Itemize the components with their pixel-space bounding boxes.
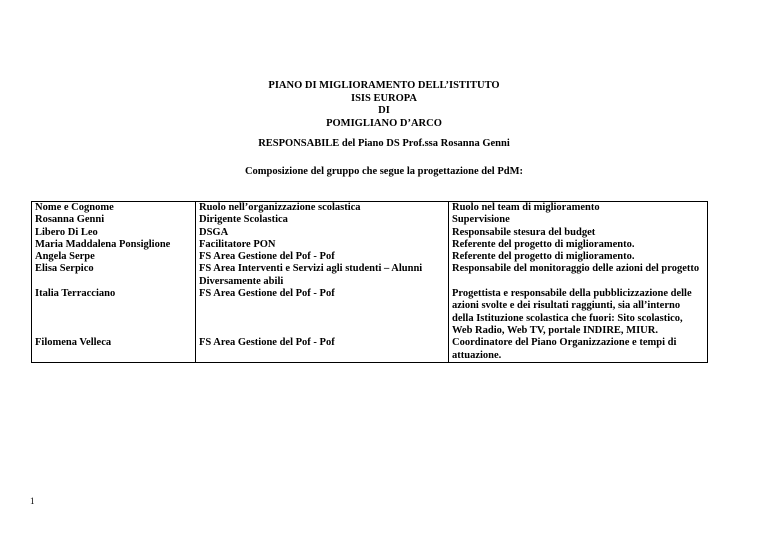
cell-org-role: Facilitatore PON bbox=[196, 239, 449, 251]
cell-name: Elisa Serpico bbox=[32, 263, 196, 288]
table-row bbox=[32, 337, 708, 362]
page-number: 1 bbox=[30, 496, 35, 506]
title-line-4: POMIGLIANO D’ARCO bbox=[326, 117, 442, 129]
table-row bbox=[32, 239, 708, 251]
cell-name: Angela Serpe bbox=[32, 251, 196, 263]
header-team-role: Ruolo nel team di miglioramento bbox=[449, 202, 708, 215]
composizione-line: Composizione del gruppo che segue la progettazione del PdM: bbox=[244, 166, 524, 177]
cell-org-role: FS Area Gestione del Pof - Pof bbox=[196, 337, 449, 362]
cell-name: Rosanna Genni bbox=[32, 214, 196, 226]
cell-team-role: Coordinatore del Piano Organizzazione e tempi di attuazione. bbox=[449, 337, 708, 362]
cell-team-role: Referente del progetto di miglioramento. bbox=[449, 239, 708, 251]
table-row bbox=[32, 227, 708, 239]
cell-org-role: FS Area Interventi e Servizi agli studenti – Alunni Diversamente abili bbox=[196, 263, 449, 288]
cell-org-role: DSGA bbox=[196, 227, 449, 239]
responsabile-line: RESPONSABILE del Piano DS Prof.ssa Rosanna Genni bbox=[258, 138, 510, 149]
table-row bbox=[32, 214, 708, 226]
cell-name: Italia Terracciano bbox=[32, 288, 196, 337]
header-org-role: Ruolo nell’organizzazione scolastica bbox=[196, 202, 449, 215]
cell-org-role: FS Area Gestione del Pof - Pof bbox=[196, 251, 449, 263]
cell-team-role: Supervisione bbox=[449, 214, 708, 226]
cell-team-role: Progettista e responsabile della pubblicizzazione delle azioni svolte e dei risultati raggiunti, sia all’interno della Istituzione scolastica che fuori: Sito scolastico, Web Radio, Web TV, portale INDIRE, MIUR. bbox=[449, 288, 708, 337]
table-row bbox=[32, 288, 708, 337]
document-title bbox=[0, 80, 768, 130]
cell-team-role: Referente del progetto di miglioramento. bbox=[449, 251, 708, 263]
title-line-1: PIANO DI MIGLIORAMENTO DELL’ISTITUTO bbox=[268, 80, 500, 91]
cell-org-role: Dirigente Scolastica bbox=[196, 214, 449, 226]
title-line-3: DI bbox=[378, 105, 390, 116]
table-header-row bbox=[32, 202, 708, 215]
cell-name: Maria Maddalena Ponsiglione bbox=[32, 239, 196, 251]
cell-name: Filomena Velleca bbox=[32, 337, 196, 362]
cell-team-role: Responsabile del monitoraggio delle azioni del progetto bbox=[449, 263, 708, 288]
cell-team-role: Responsabile stesura del budget bbox=[449, 227, 708, 239]
cell-org-role: FS Area Gestione del Pof - Pof bbox=[196, 288, 449, 337]
title-line-2: ISIS EUROPA bbox=[350, 92, 418, 104]
cell-name: Libero Di Leo bbox=[32, 227, 196, 239]
table-row bbox=[32, 263, 708, 288]
table-row bbox=[32, 251, 708, 263]
team-table bbox=[31, 201, 708, 363]
header-name: Nome e Cognome bbox=[32, 202, 196, 215]
